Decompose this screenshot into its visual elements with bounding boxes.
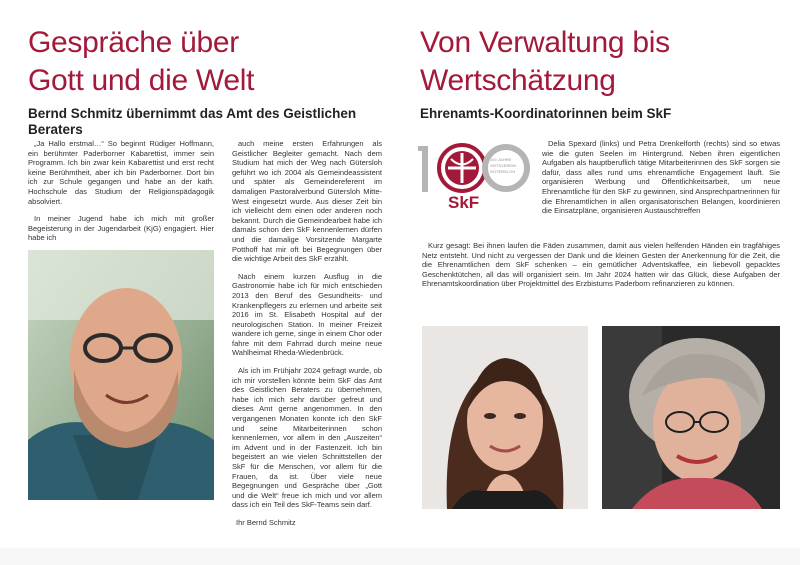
paragraph: Nach einem kurzen Ausflug in die Gastronomie habe ich für mich entschieden 2013 den Beruf des Gesundheits- und Krankenpflegers zu erlernen und arbeite seit 2016 im St. Elisabeth Hospital auf der neurologischen Station. In meiner Freizeit wandere ich gerne, singe in einem Chor oder fahre mit dem Fahrrad durch meine neue Wahlheimat Rheda-Wiedenbrück. (232, 271, 382, 358)
right-title (420, 24, 670, 100)
left-subtitle: Bernd Schmitz übernimmt das Amt des Geistlichen Beraters (28, 106, 357, 137)
page-bottom-margin (0, 548, 800, 565)
logo-tagline-1: 100 JAHRE (490, 157, 512, 162)
logo-tagline-2: ORTSVEREIN (490, 163, 517, 168)
logo-brand-text: SkF (448, 193, 480, 212)
portrait-image (602, 326, 780, 509)
paragraph: auch meine ersten Erfahrungen als Geistlicher Begleiter gemacht. Nach dem Studium hat mich der Weg nach Gütersloh geführt wo ich 2004 als Gemeindeassistent und später als Gemeindereferent im damaligen Pastoralverbund Gütersloh Mitte-West eingesetzt wurde. Aus dieser Zeit bin ich vielleicht dem einen oder anderen noch bekannt. Durch die Gemeindearbeit habe ich damals schon den SkF kennenlernen dürfen und die damalige Vorsitzende Margarte Potthoff hat mir oft bei Begegnungen über die wichtige Arbeit des SkF erzählt. (232, 139, 382, 264)
logo-tagline-3: GÜTERSLOH (490, 169, 516, 174)
photo-petra-drenkelforth (602, 326, 780, 509)
left-title-line-1: Gespräche über (28, 26, 239, 59)
paragraph: Kurz gesagt: Bei ihnen laufen die Fäden zusammen, damit aus vielen helfenden Händen ein tragfähiges Netz entsteht. Und nicht zu vergessen der Dank und die kleinen Gesten der Anerkennung für die Zeit, die die Ehrenamtlichen dem SkF schenken – ein gemütlicher Adventskaffee, ein liebevoll gepacktes Geschenktütchen, all das will organisiert sein. Im Jahr 2024 hatten wir das Glück, diese Aufgaben der Ehrenamtskoordination über Projektmittel des Erzbistums Paderborn refinanzieren zu können. (422, 241, 780, 289)
right-title-line-2: Wertschätzung (420, 64, 616, 97)
portrait-photo-bernd-schmitz (28, 250, 214, 500)
left-title (28, 24, 254, 100)
left-column-2 (232, 139, 382, 536)
paragraph: „Ja Hallo erstmal…“ So beginnt Rüdiger Hoffmann, ein berühmter Paderborner Kabarettist, immer sein Programm. Ich bin zwar kein Kabarettist und erst recht keine Berühmtheit, aber ich bin Paderborner. Dort bin ich zur Schule gegangen und habe an der kath. Hochschule das Studium der Religionspädagogik absolviert. (28, 139, 214, 206)
right-title-line-1: Von Verwaltung bis (420, 26, 670, 59)
signature-line: Ihr Bernd Schmitz (236, 517, 296, 527)
left-column-1 (28, 139, 214, 251)
skf-logo-graphic (418, 140, 530, 212)
skf-100-years-logo (418, 140, 530, 212)
paragraph: Delia Spexard (links) und Petra Drenkelforth (rechts) sind so etwas wie die guten Seelen im Hintergrund. Neben ihren eigentlichen Aufgaben als hauptberuflich tätige Mitarbeiterinnen des SkF sorgen sie dafür, dass alles rund ums ehrenamtliche Engagement läuft. Sie organisieren Werbung und Öffentlichkeitsarbeit, um neue Ehrenamtliche für den SkF zu gewinnen, sind Ansprechpartnerinnen für die Ehrenamtlichen in allen organisatorischen Belangen, koordinieren die Einsatzpläne, organisieren Austauschtreffen (542, 139, 780, 216)
portrait-image (422, 326, 588, 509)
left-title-line-2: Gott und die Welt (28, 64, 255, 97)
right-page (400, 0, 800, 565)
right-body-text (422, 241, 780, 297)
paragraph: In meiner Jugend habe ich mich mit großer Begeisterung in der Jugendarbeit (KjG) engagiert. Hier habe ich (28, 214, 214, 243)
paragraph: Als ich im Frühjahr 2024 gefragt wurde, ob ich mir vorstellen könnte beim SkF das Amt des Geistlichen Beraters zu übernehmen, habe ich mich sehr darüber gefreut und dieses Amt gerne angenommen. In den vergangenen Monaten konnte ich den SkF und seine Mitarbeiterinnen schon kennenlernen, vor allem in den „Auszeiten“ im Advent und in der Fastenzeit. Ich bin begeistert an wie vielen Schnittstellen der SkF für die Menschen, vor allem für die Frauen, da ist. Über viele neue Begegnungen und Gespräche über „Gott und die Welt“ freue ich mich und vor allem dass ich ein Teil des SkF-Teams sein darf. (232, 366, 382, 510)
portrait-image (28, 250, 214, 500)
photo-delia-spexard (422, 326, 588, 509)
right-subtitle: Ehrenamts-Koordinatorinnen beim SkF (420, 106, 672, 121)
right-intro-text (542, 139, 780, 224)
